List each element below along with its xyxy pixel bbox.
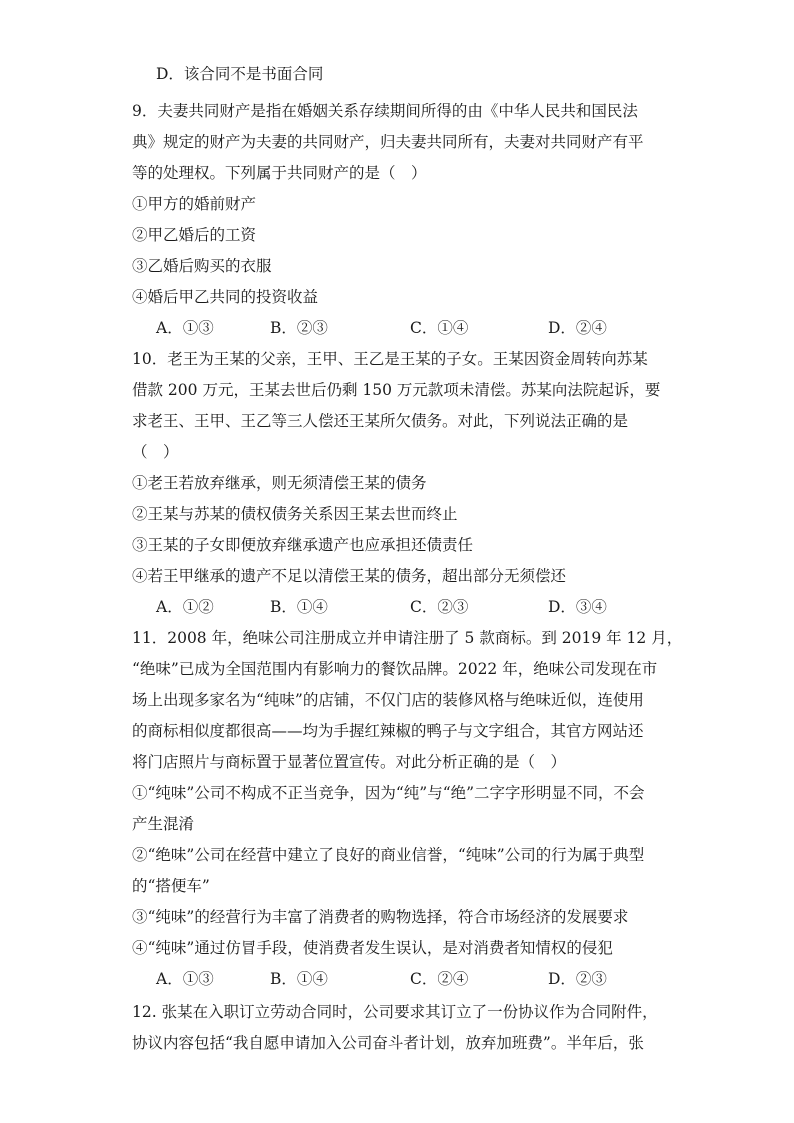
q10-choice-c[interactable]: C．②③ [410,598,469,616]
q11-item: ②“绝味”公司在经营中建立了良好的商业信誉，“纯味”公司的行为属于典型 [132,846,645,864]
q10-item: ②王某与苏某的债权债务关系因王某去世而终止 [132,505,458,523]
q11-stem-line: “绝味”已成为全国范围内有影响力的餐饮品牌。2022 年，绝味公司发现在市 [132,660,658,678]
q9-item: ④婚后甲乙共同的投资收益 [132,288,319,306]
q10-choice-b[interactable]: B．①④ [270,598,328,616]
q9-choice-d[interactable]: D．②④ [548,319,607,337]
q11-item-cont: 产生混淆 [132,815,195,833]
q11-stem-line: 将门店照片与商标置于显著位置宣传。对此分析正确的是（ ） [132,753,567,771]
q12-stem-line: 12. 张某在入职订立劳动合同时，公司要求其订立了一份协议作为合同附件， [132,1003,658,1021]
q10-item: ③王某的子女即便放弃继承遗产也应承担还债责任 [132,536,474,554]
q11-stem-line: 的商标相似度都很高——均为手握红辣椒的鸭子与文字组合，其官方网站还 [132,722,644,740]
q11-item: ④“纯味”通过仿冒手段，使消费者发生误认，是对消费者知情权的侵犯 [132,939,613,957]
q10-item: ④若王甲继承的遗产不足以清偿王某的债务，超出部分无须偿还 [132,567,567,585]
q12-stem-line: 协议内容包括“我自愿申请加入公司奋斗者计划，放弃加班费”。半年后，张 [132,1034,644,1052]
q9-choice-c[interactable]: C．①④ [410,319,469,337]
q10-stem-line: 借款 200 万元，王某去世后仍剩 150 万元款项未清偿。苏某向法院起诉，要 [132,381,661,399]
q9-stem-line: 9．夫妻共同财产是指在婚姻关系存续期间所得的由《中华人民共和国民法 [132,102,638,120]
q10-choice-d[interactable]: D．③④ [548,598,607,616]
q11-stem-line: 场上出现多家名为“纯味”的店铺，不仅门店的装修风格与绝味近似，连使用 [132,691,644,709]
q11-item: ③“纯味”的经营行为丰富了消费者的购物选择，符合市场经济的发展要求 [132,908,629,926]
q9-item: ②甲乙婚后的工资 [132,226,257,244]
q8-option-d: D．该合同不是书面合同 [156,65,324,83]
q10-stem-line: （ ） [132,443,179,461]
q11-item: ①“纯味”公司不构成不正当竞争，因为“纯”与“绝”二字字形明显不同，不会 [132,784,645,802]
q11-item-cont: 的“搭便车” [132,877,210,895]
q9-item: ③乙婚后购买的衣服 [132,257,272,275]
q10-stem-line: 求老王、王甲、王乙等三人偿还王某所欠债务。对此，下列说法正确的是 [132,412,629,430]
q11-choice-d[interactable]: D．②③ [548,970,607,988]
q10-item: ①老王若放弃继承，则无须清偿王某的债务 [132,474,427,492]
q9-item: ①甲方的婚前财产 [132,195,257,213]
q11-choice-a[interactable]: A．①③ [156,970,214,988]
q9-stem-line: 典》规定的财产为夫妻的共同财产，归夫妻共同所有，夫妻对共同财产有平 [132,133,644,151]
q11-choice-b[interactable]: B．①④ [270,970,328,988]
q10-choice-a[interactable]: A．①② [156,598,214,616]
q9-choice-b[interactable]: B．②③ [270,319,328,337]
q9-stem-line: 等的处理权。下列属于共同财产的是（ ） [132,164,427,182]
q9-choice-a[interactable]: A．①③ [156,319,214,337]
q11-choice-c[interactable]: C．②④ [410,970,469,988]
q11-stem-line: 11．2008 年，绝味公司注册成立并申请注册了 5 款商标。到 2019 年 12 月， [132,629,683,647]
q10-stem-line: 10．老王为王某的父亲，王甲、王乙是王某的子女。王某因资金周转向苏某 [132,350,648,368]
